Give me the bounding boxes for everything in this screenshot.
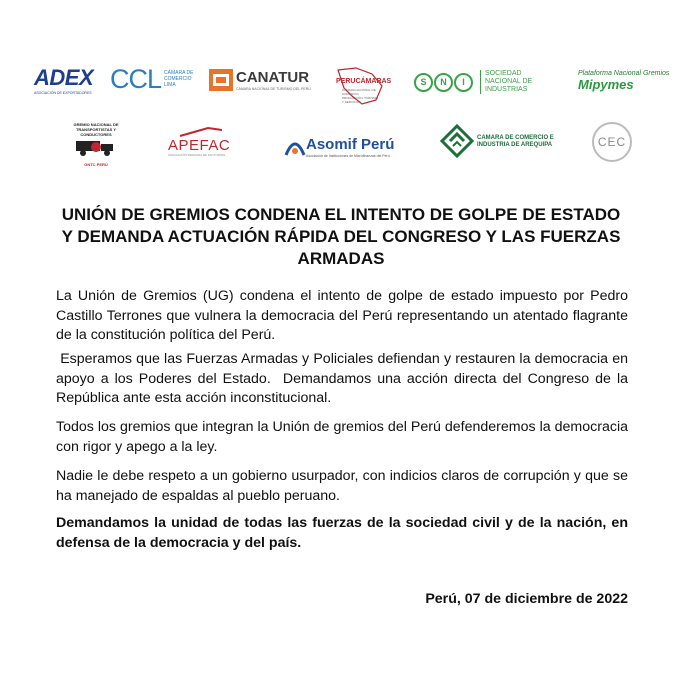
paragraph: Nadie le debe respeto a un gobierno usurpador, con indicios claros de corrupción y que se ha manejado de espaldas al pueblo peruano. [56, 468, 628, 504]
perucamaras-logo-tagline: CÁMARA NACIONAL DE COMERCIO, PRODUCCIÓN, TURISMO Y SERVICIOS [342, 88, 378, 104]
document-date: Perú, 07 de diciembre de 2022 [425, 591, 628, 607]
truck-icon [74, 137, 118, 157]
mipymes-logo-tagline: Plataforma Nacional Gremios [578, 70, 670, 77]
sni-letter: N [434, 73, 453, 92]
adex-logo-tagline: ASOCIACIÓN DE EXPORTADORES [34, 91, 92, 95]
asomif-mark-icon [284, 137, 306, 157]
apefac-logo-tagline: ASOCIACIÓN PERUANA DE FACTORING [168, 153, 226, 157]
page-title: UNIÓN DE GREMIOS CONDENA EL INTENTO DE GOLPE DE ESTADO Y DEMANDA ACTUACIÓN RÁPIDA DEL CONGRESO Y LAS FUERZAS ARMADAS [61, 205, 621, 268]
mipymes-logo [578, 70, 669, 92]
sni-letters [414, 73, 474, 92]
paragraph: La Unión de Gremios (UG) condena el intento de golpe de estado impuesto por Pedro Castillo Terrones que vulnera la democracia del Perú representando un atentado flagrante de la constitución política del Perú. [56, 288, 628, 343]
arequipa-mark-icon [440, 124, 474, 160]
mipymes-logo-name: Mipymes [578, 77, 634, 92]
canatur-logo-name: CANATUR [236, 69, 310, 86]
gremio-logo [66, 122, 126, 167]
asomif-logo-tagline: Asociación de Instituciones de Microfinanzas del Perú [306, 154, 390, 158]
sni-logo [414, 70, 549, 94]
arequipa-logo-name: CAMARA DE COMERCIO E INDUSTRIA DE AREQUIPA [477, 135, 554, 148]
perucamaras-logo [332, 66, 390, 106]
paragraph: Todos los gremios que integran la Unión de gremios del Perú defenderemos la democracia con rigor y apego a la ley. [56, 419, 628, 455]
arequipa-logo [440, 124, 565, 160]
sni-logo-name: SOCIEDAD NACIONAL DE INDUSTRIAS [480, 70, 549, 94]
perucamaras-logo-name: PERUCÁMARAS [336, 78, 392, 85]
sni-letter: S [414, 73, 433, 92]
asomif-logo-name: Asomif Perú [306, 136, 395, 153]
adex-logo-name: ADEX [34, 65, 94, 90]
gremio-logo-name: GREMIO NACIONAL DE TRANSPORTISTAS Y CONDUCTORES [73, 122, 119, 137]
sni-letter: I [454, 73, 473, 92]
canatur-logo [208, 68, 311, 92]
ccl-logo-tagline: CÁMARA DE COMERCIO LIMA [164, 70, 194, 88]
gremio-logo-tagline: GNTC PERÚ [84, 162, 108, 167]
closing-paragraph: Demandamos la unidad de todas las fuerzas de la sociedad civil y de la nación, en defensa de la democracia y del país. [56, 515, 628, 551]
ccl-logo-name: CCL [110, 64, 162, 94]
adex-logo [34, 65, 94, 95]
canatur-mark-icon [208, 68, 234, 92]
apefac-logo [168, 126, 230, 157]
ccl-logo [110, 66, 202, 92]
canatur-logo-tagline: CÁMARA NACIONAL DE TURISMO DEL PERÚ [236, 87, 311, 91]
cec-logo-name: CEC [597, 135, 627, 149]
cec-logo [592, 122, 632, 162]
apefac-logo-name: APEFAC [168, 137, 231, 154]
paragraph: Esperamos que las Fuerzas Armadas y Policiales defiendan y restauren la democracia en apoyo a los Poderes del Estado. Demandamos una acción directa del Congreso de la República ante esta acción inconstitucional. [56, 351, 632, 406]
asomif-logo [284, 136, 394, 158]
